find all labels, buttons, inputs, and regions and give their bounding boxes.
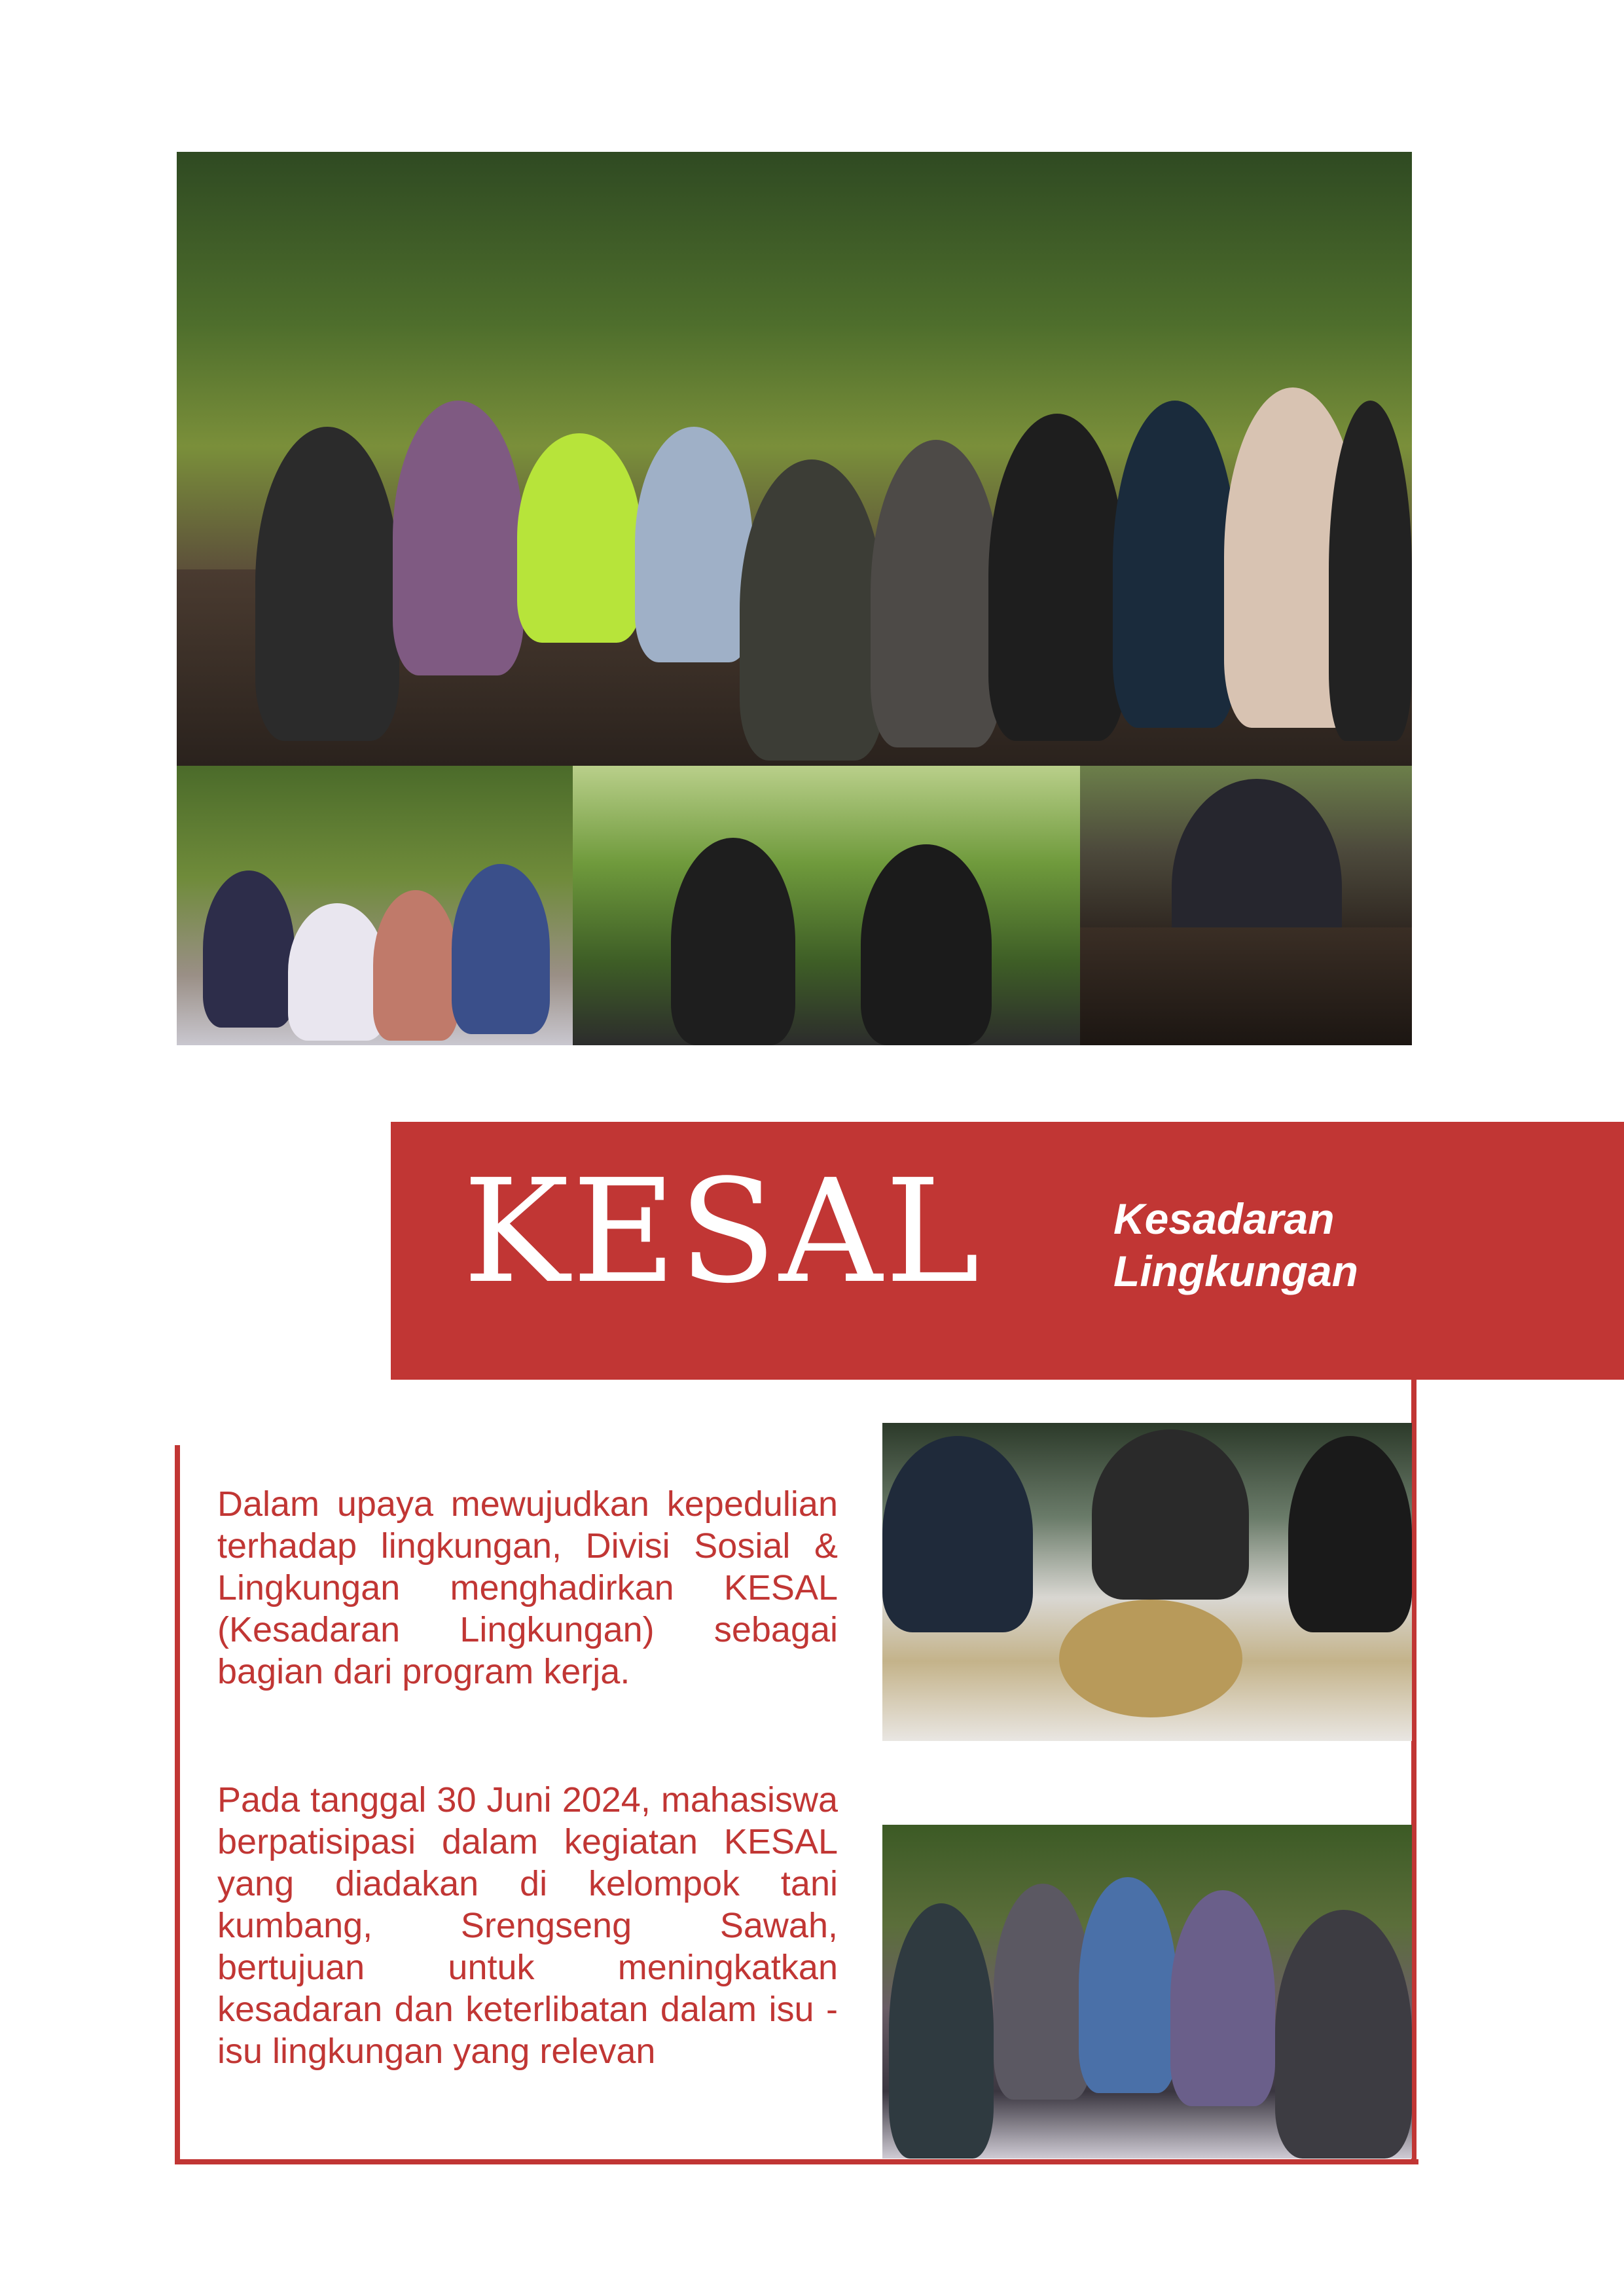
frame-right-line <box>1411 1380 1416 2164</box>
banner-subtitle-line2: Lingkungan <box>1113 1247 1358 1295</box>
group-cooking-photo <box>882 1825 1412 2159</box>
handover-photo <box>573 766 1080 1045</box>
frame-left-line <box>175 1445 180 2164</box>
banner-subtitle <box>1113 1193 1358 1297</box>
banner-subtitle-line1: Kesadaran <box>1113 1194 1335 1243</box>
sitting-circle-photo <box>177 766 573 1045</box>
frame-bottom-line <box>175 2159 1418 2164</box>
group-photo-under-trees <box>177 152 1412 766</box>
event-paragraph: Pada tanggal 30 Juni 2024, mahasiswa berpatisipasi dalam kegiatan KESAL yang diadakan di kelompok tani kumbang, Srengseng Sawah, bertujuan untuk meningkatkan kesadaran dan keterlibatan dalam isu - isu lingkungan yang relevan <box>217 1780 838 2071</box>
cooking-activity-photo <box>882 1423 1412 1741</box>
kesal-banner <box>391 1122 1624 1380</box>
soil-planting-photo <box>1080 766 1412 1045</box>
banner-title: KESAL <box>463 1149 983 1315</box>
intro-paragraph: Dalam upaya mewujudkan kepedulian terhadap lingkungan, Divisi Sosial & Lingkungan menghadirkan KESAL (Kesadaran Lingkungan) sebagai bagian dari program kerja. <box>217 1484 838 1691</box>
